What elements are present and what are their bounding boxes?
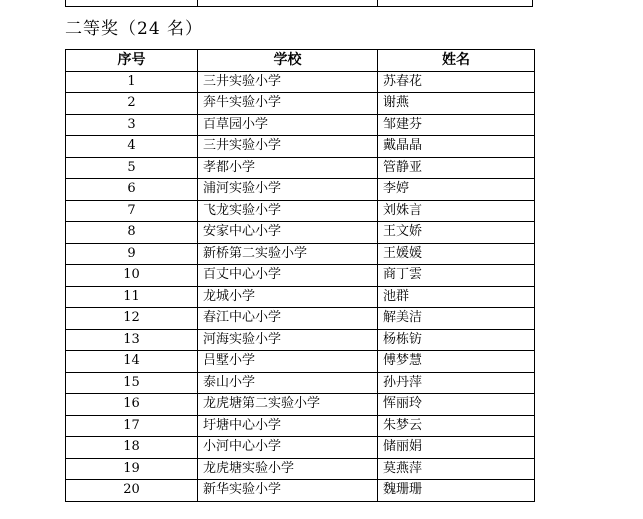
cell-name: 莫燕萍 (378, 458, 535, 480)
cell-school: 龙虎塘第二实验小学 (198, 394, 378, 416)
cell-name: 刘姝言 (378, 200, 535, 222)
cell-school: 吕墅小学 (198, 351, 378, 373)
cell-school: 泰山小学 (198, 372, 378, 394)
table-row (66, 71, 535, 93)
cell-name: 解美洁 (378, 308, 535, 330)
cell-name: 储丽娟 (378, 437, 535, 459)
cell-serial-number: 1 (66, 71, 198, 93)
header-serial-number: 序号 (66, 50, 198, 72)
cell-serial-number: 6 (66, 179, 198, 201)
cell-school: 新华实验小学 (198, 480, 378, 502)
table-row (66, 394, 535, 416)
header-school: 学校 (198, 50, 378, 72)
cell-name: 商丁雲 (378, 265, 535, 287)
cell-serial-number: 11 (66, 286, 198, 308)
cell-school: 圩塘中心小学 (198, 415, 378, 437)
table-row (66, 437, 535, 459)
cell-name: 苏春花 (378, 71, 535, 93)
cell-serial-number: 4 (66, 136, 198, 158)
table-row (66, 179, 535, 201)
cell-name: 谢燕 (378, 93, 535, 115)
table-row (66, 329, 535, 351)
cell-school: 三井实验小学 (198, 136, 378, 158)
cell-serial-number: 20 (66, 480, 198, 502)
cell-serial-number: 19 (66, 458, 198, 480)
table-row (66, 265, 535, 287)
cell-name: 邹建芬 (378, 114, 535, 136)
cell-serial-number: 8 (66, 222, 198, 244)
cell-serial-number: 16 (66, 394, 198, 416)
cell-serial-number: 17 (66, 415, 198, 437)
cell-serial-number: 10 (66, 265, 198, 287)
cell-school: 安家中心小学 (198, 222, 378, 244)
table-row (66, 480, 535, 502)
cell-name: 孙丹萍 (378, 372, 535, 394)
previous-table-divider (197, 0, 198, 6)
cell-name: 王文娇 (378, 222, 535, 244)
table-row (66, 243, 535, 265)
cell-serial-number: 13 (66, 329, 198, 351)
cell-school: 春江中心小学 (198, 308, 378, 330)
cell-school: 三井实验小学 (198, 71, 378, 93)
cell-school: 浦河实验小学 (198, 179, 378, 201)
cell-school: 百草园小学 (198, 114, 378, 136)
previous-table-divider (377, 0, 378, 6)
cell-school: 奔牛实验小学 (198, 93, 378, 115)
cell-school: 百丈中心小学 (198, 265, 378, 287)
cell-school: 小河中心小学 (198, 437, 378, 459)
table-header-row (66, 50, 535, 72)
table-row (66, 458, 535, 480)
cell-name: 魏珊珊 (378, 480, 535, 502)
cell-name: 杨栋钫 (378, 329, 535, 351)
cell-name: 恽丽玲 (378, 394, 535, 416)
table-row (66, 415, 535, 437)
cell-name: 李婷 (378, 179, 535, 201)
award-table (65, 49, 535, 502)
cell-school: 龙虎塘实验小学 (198, 458, 378, 480)
table-body (66, 71, 535, 501)
cell-name: 傅梦慧 (378, 351, 535, 373)
cell-serial-number: 14 (66, 351, 198, 373)
table-row (66, 372, 535, 394)
cell-name: 朱梦云 (378, 415, 535, 437)
cell-serial-number: 15 (66, 372, 198, 394)
cell-name: 管静亚 (378, 157, 535, 179)
cell-school: 飞龙实验小学 (198, 200, 378, 222)
table-row (66, 286, 535, 308)
table-row (66, 200, 535, 222)
cell-serial-number: 12 (66, 308, 198, 330)
cell-name: 王媛媛 (378, 243, 535, 265)
cell-serial-number: 18 (66, 437, 198, 459)
previous-table-bottom-edge (65, 0, 533, 7)
table-row (66, 136, 535, 158)
table-row (66, 308, 535, 330)
cell-school: 新桥第二实验小学 (198, 243, 378, 265)
table-row (66, 222, 535, 244)
header-name: 姓名 (378, 50, 535, 72)
table-row (66, 157, 535, 179)
cell-serial-number: 5 (66, 157, 198, 179)
cell-serial-number: 9 (66, 243, 198, 265)
table-row (66, 114, 535, 136)
cell-school: 孝都小学 (198, 157, 378, 179)
cell-serial-number: 7 (66, 200, 198, 222)
cell-name: 池群 (378, 286, 535, 308)
table-row (66, 351, 535, 373)
cell-serial-number: 2 (66, 93, 198, 115)
cell-serial-number: 3 (66, 114, 198, 136)
table-row (66, 93, 535, 115)
cell-school: 龙城小学 (198, 286, 378, 308)
cell-name: 戴晶晶 (378, 136, 535, 158)
cell-school: 河海实验小学 (198, 329, 378, 351)
section-title: 二等奖（24 名） (65, 19, 204, 39)
